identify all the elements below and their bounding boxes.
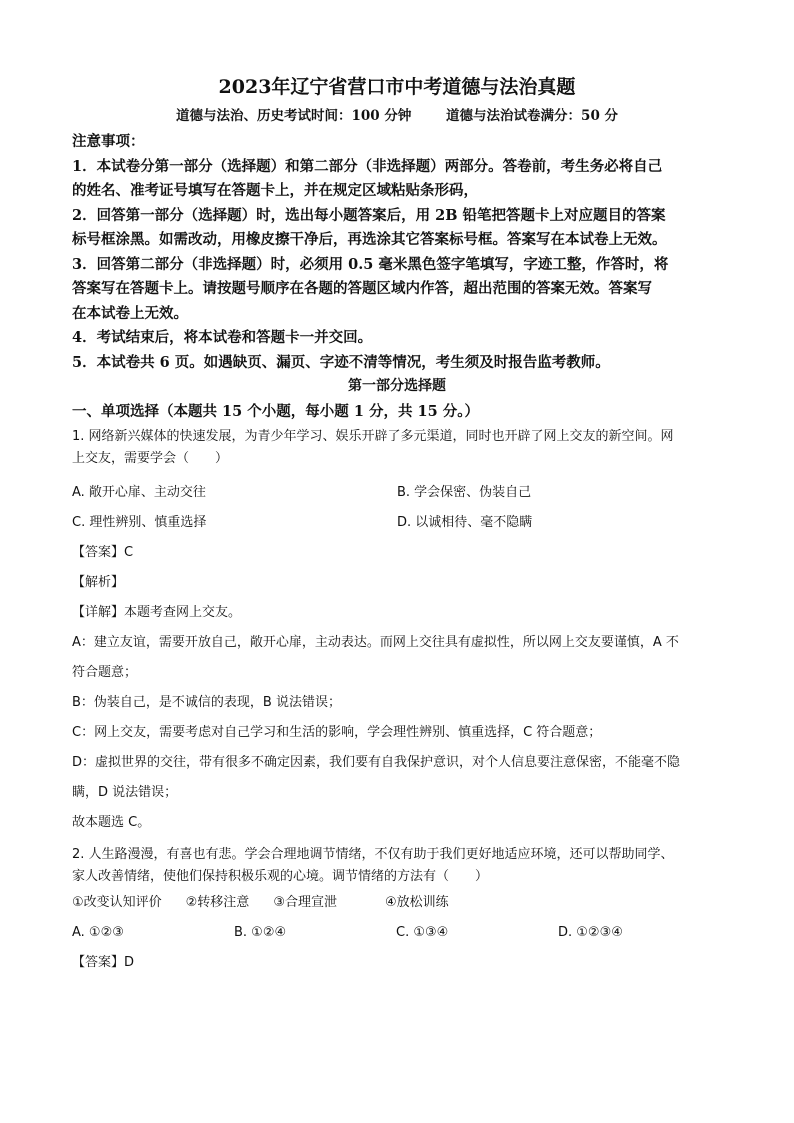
q1-detail-line: 瞒，D 说法错误； (72, 785, 178, 800)
part1-title: 第一部分选择题 (348, 378, 446, 394)
q1-detail-line: 【详解】本题考查网上交友。 (72, 605, 242, 620)
page-title: 2023年辽宁省营口市中考道德与法治真题 (218, 76, 576, 98)
notice-line: 在本试卷上无效。 (72, 304, 188, 322)
q1-detail-line: D：虚拟世界的交往，带有很多不确定因素，我们要有自我保护意识，对个人信息要注意保密，不能毫不隐 (72, 755, 681, 770)
q1-option-d: D. 以诚相待、毫不隐瞒 (397, 515, 533, 530)
q2-stem-line: 家人改善情绪，使他们保持积极乐观的心境。调节情绪的方法有（ ） (72, 869, 489, 884)
q1-detail-line: C：网上交友，需要考虑对自己学习和生活的影响，学会理性辨别、慎重选择，C 符合题意； (72, 725, 602, 740)
q1-analysis-label: 【解析】 (72, 575, 125, 590)
q1-detail-line: 故本题选 C。 (72, 815, 151, 830)
q1-option-a: A. 敞开心扉、主动交往 (72, 485, 206, 500)
q1-option-c: C. 理性辨别、慎重选择 (72, 515, 207, 530)
section1-title: 一、单项选择（本题共 15 个小题，每小题 1 分，共 15 分。） (72, 403, 479, 420)
notice-line: 的姓名、准考证号填写在答题卡上，并在规定区域粘贴条形码， (72, 182, 478, 199)
q2-sub-items (72, 888, 724, 918)
q1-option-b: B. 学会保密、伪装自己 (397, 485, 532, 500)
q1-answer: 【答案】C (72, 545, 134, 560)
notice-line: 4．考试结束后，将本试卷和答题卡一并交回。 (72, 329, 373, 346)
q2-sub-item-2: ②转移注意 (185, 895, 250, 910)
q1-stem-line: 1. 网络新兴媒体的快速发展，为青少年学习、娱乐开辟了多元渠道，同时也开辟了网上交友的新空间。网 (72, 429, 674, 444)
q2-option-c: C. ①③④ (396, 925, 449, 940)
q2-sub-item-4: ④放松训练 (384, 895, 449, 910)
notice-line: 5．本试卷共 6 页。如遇缺页、漏页、字迹不清等情况，考生须及时报告监考教师。 (72, 353, 610, 371)
q2-options-row (72, 918, 724, 948)
notice-section (72, 130, 724, 375)
q1-options-row (72, 478, 724, 508)
notice-line: 标号框涂黑。如需改动，用橡皮擦干净后，再选涂其它答案标号框。答案写在本试卷上无效。 (72, 231, 667, 248)
q1-detail-line: 符合题意； (72, 665, 138, 680)
notice-line: 2．回答第一部分（选择题）时，选出每小题答案后，用 2B 铅笔把答题卡上对应题目的答案 (72, 206, 666, 224)
q1-detail-line: A：建立友谊，需要开放自己，敞开心扉，主动表达。而网上交往具有虚拟性，所以网上交友要谨慎，A 不 (72, 635, 679, 650)
q2-stem-line: 2. 人生路漫漫，有喜也有悲。学会合理地调节情绪，不仅有助于我们更好地适应环境，还可以帮助同学、 (72, 847, 674, 862)
q2-answer: 【答案】D (72, 955, 135, 970)
exam-score: 道德与法治试卷满分：50 分 (446, 108, 619, 124)
notice-heading: 注意事项： (72, 133, 145, 150)
q1-options-row (72, 508, 724, 538)
exam-time: 道德与法治、历史考试时间：100 分钟 (175, 108, 412, 124)
q1-stem-line: 上交友，需要学会（ ） (72, 451, 229, 466)
questions (72, 426, 724, 978)
q2-option-d: D. ①②③④ (558, 925, 623, 940)
exam-info (0, 104, 794, 124)
q1-detail-line: B：伪装自己，是不诚信的表现，B 说法错误； (72, 695, 341, 710)
notice-line: 答案写在答题卡上。请按题号顺序在各题的答题区域内作答，超出范围的答案无效。答案写 (72, 280, 652, 297)
notice-line: 3．回答第二部分（非选择题）时，必须用 0.5 毫米黑色签字笔填写，字迹工整，作答时，将 (72, 255, 669, 273)
notice-line: 1．本试卷分第一部分（选择题）和第二部分（非选择题）两部分。答卷前，考生务必将自己 (72, 157, 663, 175)
q2-option-b: B. ①②④ (234, 925, 287, 940)
q2-sub-item-1: ①改变认知评价 (72, 895, 162, 910)
q2-sub-item-3: ③合理宣泄 (273, 895, 337, 910)
q2-option-a: A. ①②③ (72, 925, 124, 940)
